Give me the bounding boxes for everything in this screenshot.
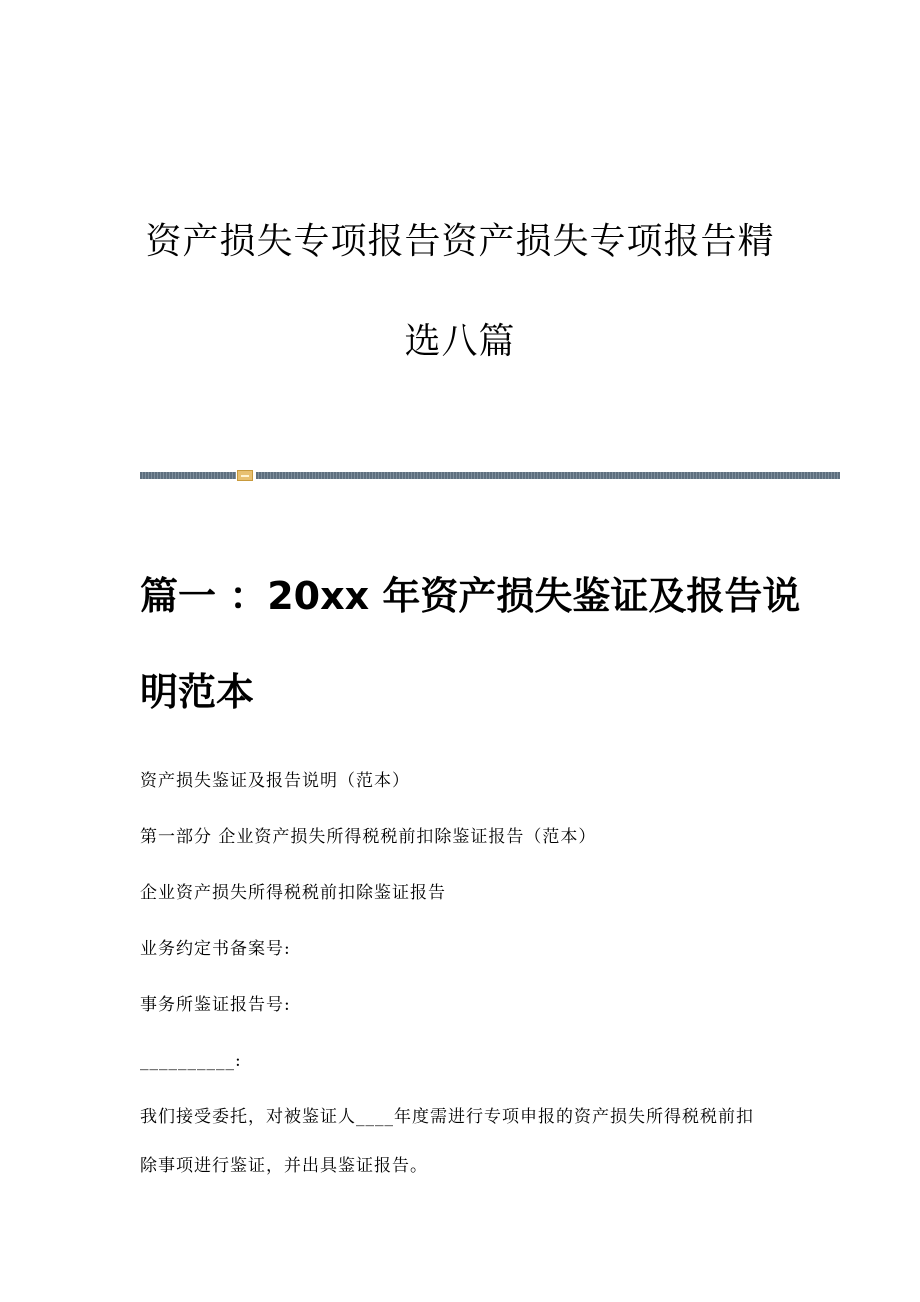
divider-ornament-icon xyxy=(237,470,253,481)
paragraph-subtitle: 资产损失鉴证及报告说明（范本） xyxy=(140,771,410,791)
section-heading-line-2: 明范本 xyxy=(140,670,255,714)
divider-bar-right xyxy=(256,472,840,479)
paragraph-body-line-2: 除事项进行鉴证，并出具鉴证报告。 xyxy=(140,1156,428,1176)
paragraph-body-line-1: 我们接受委托，对被鉴证人____年度需进行专项申报的资产损失所得税税前扣 xyxy=(140,1107,754,1127)
paragraph-report-title: 企业资产损失所得税税前扣除鉴证报告 xyxy=(140,883,446,903)
section-heading-line-1: 篇一 ：20xx 年资产损失鉴证及报告说 xyxy=(140,574,801,618)
document-title-line-1: 资产损失专项报告资产损失专项报告精 xyxy=(145,221,775,262)
divider-bar-left xyxy=(140,472,236,479)
paragraph-addressee-blank: __________: xyxy=(140,1051,242,1071)
paragraph-part-one-title: 第一部分 企业资产损失所得税税前扣除鉴证报告（范本） xyxy=(140,827,597,847)
paragraph-engagement-number: 业务约定书备案号: xyxy=(140,939,291,959)
paragraph-report-number: 事务所鉴证报告号: xyxy=(140,995,291,1015)
document-title-line-2: 选八篇 xyxy=(404,321,516,362)
decorative-divider xyxy=(140,470,840,480)
